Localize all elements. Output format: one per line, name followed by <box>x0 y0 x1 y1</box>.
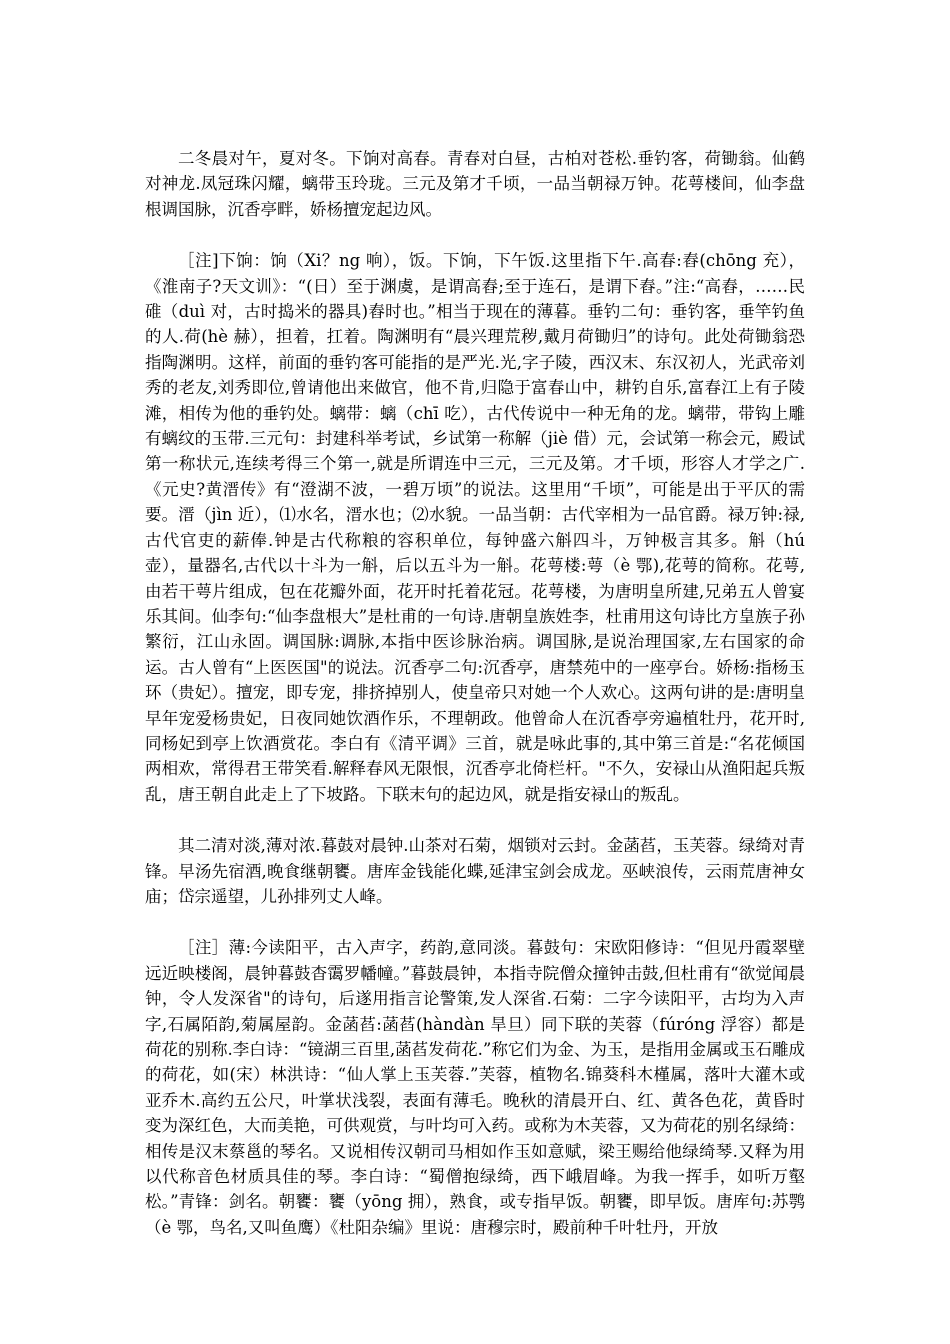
annotation-paragraph-2: ［注］薄:今读阳平，古入声字，药韵,意同淡。暮鼓句：宋欧阳修诗：“但见丹霞翠壁远近映楼阁，晨钟暮鼓杳霭罗幡幢。”暮鼓晨钟，本指寺院僧众撞钟击鼓,但杜甫有“欲觉闻晨钟，令人发深省"的诗句，后遂用指言论警策,发人深省.石菊：二字今读阳平，古均为入声字,石属陌韵,菊属屋韵。金菡萏:菡萏(hàndàn 旱旦）同下联的芙蓉（fúróng 浮容）都是荷花的别称.李白诗：“镜湖三百里,菡萏发荷花.”称它们为金、为玉，是指用金属或玉石雕成的荷花，如(宋）林洪诗：“仙人掌上玉芙蓉.”芙蓉，植物名.锦葵科木槿属，落叶大灌木或亚乔木.高约五公尺，叶掌状浅裂，表面有薄毛。晚秋的清晨开白、红、黄各色花，黄昏时变为深红色，大而美艳，可供观赏，与叶均可入药。或称为木芙蓉，又为荷花的别名绿绮：相传是汉末蔡邕的琴名。又说相传汉朝司马相如作玉如意赋，梁王赐给他绿绮琴.又释为用以代称音色材质具佳的琴。李白诗：“蜀僧抱绿绮，西下峨眉峰。为我一挥手，如听万壑松。”青锋：剑名。朝饔：饔（yōng 拥），熟食，或专指早饭。朝饔，即早饭。唐库句:苏鹗（è 鄂，鸟名,又叫鱼鹰）《杜阳杂编》里说：唐穆宗时，殿前种千叶牡丹，开放 <box>145 938 805 1237</box>
verse-paragraph-1: 二冬晨对午，夏对冬。下饷对高春。青春对白昼，古柏对苍松.垂钓客，荷锄翁。仙鹤对神龙.凤冠珠闪耀，螭带玉玲珑。三元及第才千顷，一品当朝禄万钟。花萼楼间，仙李盘根调国脉，沉香亭畔，娇杨擅宠起边风。 <box>145 149 805 219</box>
paragraph-gap <box>145 222 805 248</box>
annotation-paragraph-1: ［注]下饷：饷（Xi？ng 响），饭。下饷，下午饭.这里指下午.高春:舂(chōng 充），《淮南子?天文训》：“(日）至于渊虞，是谓高舂;至于连石，是谓下舂。”注:“高舂，……民碓（duì 对，古时捣米的器具)舂时也。”相当于现在的薄暮。垂钓二句：垂钓客，垂竿钓鱼的人.荷(hè 赫），担着，扛着。陶渊明有“晨兴理荒秽,戴月荷锄归”的诗句。此处荷锄翁恐指陶渊明。这样，前面的垂钓客可能指的是严光.光,字子陵，西汉末、东汉初人，光武帝刘秀的老友,刘秀即位,曾请他出来做官，他不肯,归隐于富春山中，耕钓自乐,富春江上有子陵滩，相传为他的垂钓处。螭带：螭（chī 吃），古代传说中一种无角的龙。螭带，带钩上雕有螭纹的玉带.三元句：封建科举考试，乡试第一称解（jiè 借）元，会试第一称会元，殿试第一称状元,连续考得三个第一,就是所谓连中三元，三元及第。才千顷，形容人才学之广.《元史?黄溍传》有“澄湖不波，一碧万顷”的说法。这里用“千顷”，可能是出于平仄的需要。溍（jìn 近），⑴水名，溍水也；⑵水貌。一品当朝：古代宰相为一品官爵。禄万钟:禄,古代官吏的薪俸.钟是古代称粮的容积单位，每钟盛六斛四斗，万钟极言其多。斛（hú 壶），量器名,古代以十斗为一斛，后以五斗为一斛。花萼楼:萼（è 鄂),花萼的简称。花萼,由若干萼片组成，包在花瓣外面，花开时托着花冠。花萼楼，为唐明皇所建,兄弟五人曾宴乐其间。仙李句:“仙李盘根大”是杜甫的一句诗.唐朝皇族姓李，杜甫用这句诗比方皇族子孙繁衍，江山永固。调国脉:调脉,本指中医诊脉治病。调国脉,是说治理国家,左右国家的命运。古人曾有“上医医国"的说法。沉香亭二句:沉香亭，唐禁苑中的一座亭台。娇杨:指杨玉环（贵妃）。擅宠，即专宠，排挤掉别人，使皇帝只对她一个人欢心。这两句讲的是:唐明皇早年宠爱杨贵妃，日夜同她饮酒作乐，不理朝政。他曾命人在沉香亭旁遍植牡丹，花开时,同杨妃到亭上饮酒赏花。李白有《清平调》三首，就是咏此事的,其中第三首是:“名花倾国两相欢，常得君王带笑看.解释春风无限恨，沉香亭北倚栏杆。"不久，安禄山从渔阳起兵叛乱，唐王朝自此走上了下坡路。下联末句的起边风，就是指安禄山的叛乱。 <box>145 251 805 804</box>
paragraph-gap <box>145 909 805 935</box>
document-body <box>145 146 805 1240</box>
verse-paragraph-2: 其二清对淡,薄对浓.暮鼓对晨钟.山茶对石菊，烟锁对云封。金菡萏，玉芙蓉。绿绮对青锋。早汤先宿酒,晚食继朝饔。唐库金钱能化蝶,延津宝剑会成龙。巫峡浪传，云雨荒唐神女庙；岱宗遥望，儿孙排列丈人峰。 <box>145 836 805 906</box>
paragraph-gap <box>145 807 805 833</box>
